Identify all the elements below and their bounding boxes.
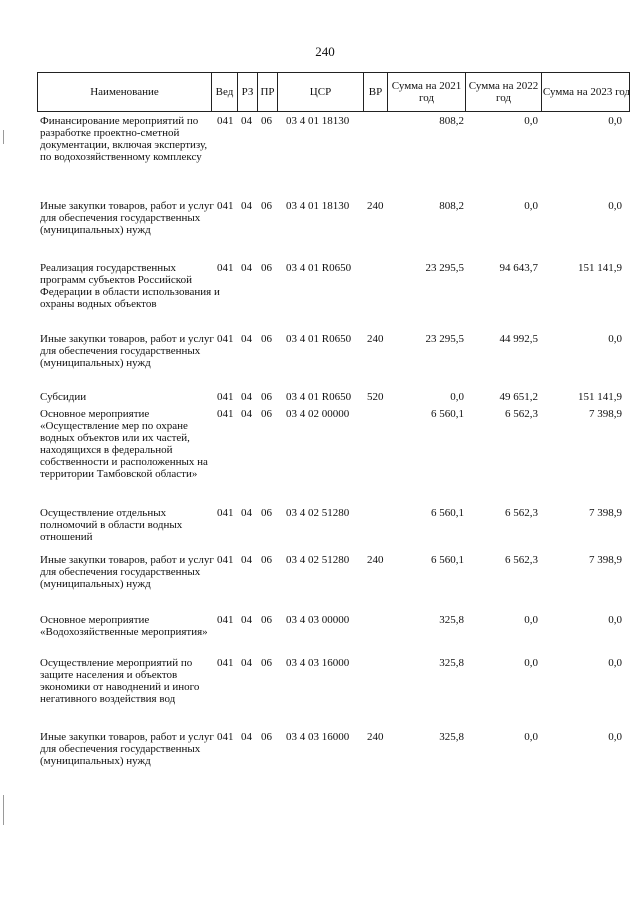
row-sum-2022: 6 562,3 (505, 408, 538, 420)
row-name: Иные закупки товаров, работ и услуг для обеспечения государственных (муниципальных) нужд (40, 554, 214, 590)
row-csr: 03 4 01 R0650 (286, 333, 352, 345)
row-rz: 04 (241, 507, 252, 519)
row-sum-2022: 0,0 (524, 731, 538, 743)
row-pr: 06 (261, 408, 272, 420)
row-ved: 041 (217, 262, 234, 274)
row-name: Иные закупки товаров, работ и услуг для обеспечения государственных (муниципальных) нужд (40, 333, 214, 369)
row-sum-2023: 7 398,9 (589, 554, 622, 566)
row-sum-2023: 7 398,9 (589, 408, 622, 420)
row-ved: 041 (217, 731, 234, 743)
header-name: Наименование (38, 73, 212, 111)
row-vr: 240 (367, 200, 384, 212)
row-csr: 03 4 02 51280 (286, 554, 350, 566)
row-name: Субсидии (40, 391, 87, 403)
row-sum-2021: 325,8 (439, 614, 464, 626)
row-pr: 06 (261, 554, 272, 566)
page-number: 240 (315, 44, 335, 59)
row-sum-2022: 0,0 (524, 657, 538, 669)
row-sum-2023: 0,0 (608, 200, 622, 212)
row-sum-2021: 0,0 (450, 391, 464, 403)
row-sum-2021: 808,2 (439, 115, 464, 127)
row-csr: 03 4 03 00000 (286, 614, 350, 626)
scan-edge-mark (3, 795, 4, 825)
row-name: Реализация государственных программ субъектов Российской Федерации в области использования и охраны водных объектов (40, 262, 220, 310)
row-sum-2021: 808,2 (439, 200, 464, 212)
row-ved: 041 (217, 408, 234, 420)
header-vr: ВР (364, 73, 388, 111)
row-rz: 04 (241, 391, 252, 403)
row-sum-2023: 7 398,9 (589, 507, 622, 519)
row-ved: 041 (217, 115, 234, 127)
row-rz: 04 (241, 657, 252, 669)
row-name: Иные закупки товаров, работ и услуг для обеспечения государственных (муниципальных) нужд (40, 731, 214, 767)
row-ved: 041 (217, 200, 234, 212)
row-name: Основное мероприятие «Водохозяйственные мероприятия» (40, 614, 208, 638)
row-ved: 041 (217, 507, 234, 519)
row-pr: 06 (261, 333, 272, 345)
row-ved: 041 (217, 554, 234, 566)
row-name: Осуществление отдельных полномочий в области водных отношений (40, 507, 183, 543)
row-csr: 03 4 03 16000 (286, 657, 350, 669)
row-rz: 04 (241, 333, 252, 345)
row-vr: 240 (367, 731, 384, 743)
row-name: Финансирование мероприятий по разработке проектно-сметной документации, включая экспертизу, по водохозяйственному комплексу (40, 115, 208, 163)
row-name: Осуществление мероприятий по защите населения и объектов экономики от наводнений и иного негативного воздействия вод (40, 657, 200, 705)
row-pr: 06 (261, 262, 272, 274)
row-sum-2022: 0,0 (524, 115, 538, 127)
row-sum-2022: 6 562,3 (505, 507, 538, 519)
header-csr: ЦСР (278, 73, 364, 111)
row-rz: 04 (241, 554, 252, 566)
row-sum-2022: 0,0 (524, 200, 538, 212)
row-name: Основное мероприятие «Осуществление мер по охране водных объектов или их частей, находящихся в федеральной собственности и расположенных на территории Тамбовской области» (40, 408, 208, 480)
row-csr: 03 4 01 R0650 (286, 391, 352, 403)
row-sum-2023: 151 141,9 (578, 262, 622, 274)
row-csr: 03 4 02 51280 (286, 507, 350, 519)
row-sum-2022: 6 562,3 (505, 554, 538, 566)
row-sum-2021: 6 560,1 (431, 507, 464, 519)
row-pr: 06 (261, 391, 272, 403)
row-pr: 06 (261, 657, 272, 669)
row-sum-2022: 44 992,5 (499, 333, 538, 345)
row-pr: 06 (261, 507, 272, 519)
row-sum-2021: 6 560,1 (431, 554, 464, 566)
row-sum-2021: 325,8 (439, 657, 464, 669)
row-rz: 04 (241, 115, 252, 127)
row-sum-2023: 0,0 (608, 731, 622, 743)
row-sum-2021: 23 295,5 (425, 333, 464, 345)
row-pr: 06 (261, 731, 272, 743)
header-pr: ПР (258, 73, 278, 111)
row-sum-2023: 0,0 (608, 115, 622, 127)
row-ved: 041 (217, 657, 234, 669)
row-sum-2021: 6 560,1 (431, 408, 464, 420)
row-sum-2022: 49 651,2 (499, 391, 538, 403)
header-sum-2023: Сумма на 2023 год (542, 86, 631, 98)
row-vr: 520 (367, 391, 384, 403)
row-csr: 03 4 03 16000 (286, 731, 350, 743)
row-ved: 041 (217, 614, 234, 626)
row-sum-2021: 23 295,5 (425, 262, 464, 274)
row-sum-2023: 0,0 (608, 657, 622, 669)
row-sum-2022: 0,0 (524, 614, 538, 626)
row-csr: 03 4 02 00000 (286, 408, 350, 420)
row-vr: 240 (367, 554, 384, 566)
row-pr: 06 (261, 614, 272, 626)
row-vr: 240 (367, 333, 384, 345)
row-sum-2022: 94 643,7 (499, 262, 538, 274)
row-name: Иные закупки товаров, работ и услуг для обеспечения государственных (муниципальных) нужд (40, 200, 214, 236)
row-ved: 041 (217, 391, 234, 403)
header-sum-2021: Сумма на 2021 год (388, 73, 466, 111)
row-csr: 03 4 01 18130 (286, 115, 350, 127)
row-sum-2021: 325,8 (439, 731, 464, 743)
row-pr: 06 (261, 115, 272, 127)
row-csr: 03 4 01 18130 (286, 200, 350, 212)
header-rz: РЗ (238, 73, 258, 111)
row-sum-2023: 0,0 (608, 614, 622, 626)
header-sum-2022: Сумма на 2022 год (466, 73, 542, 111)
header-ved: Вед (212, 73, 238, 111)
row-rz: 04 (241, 731, 252, 743)
row-rz: 04 (241, 262, 252, 274)
row-rz: 04 (241, 408, 252, 420)
row-csr: 03 4 01 R0650 (286, 262, 352, 274)
row-pr: 06 (261, 200, 272, 212)
scan-edge-mark (3, 130, 4, 144)
row-ved: 041 (217, 333, 234, 345)
table-header (37, 72, 630, 112)
row-sum-2023: 0,0 (608, 333, 622, 345)
row-rz: 04 (241, 614, 252, 626)
row-sum-2023: 151 141,9 (578, 391, 622, 403)
row-rz: 04 (241, 200, 252, 212)
